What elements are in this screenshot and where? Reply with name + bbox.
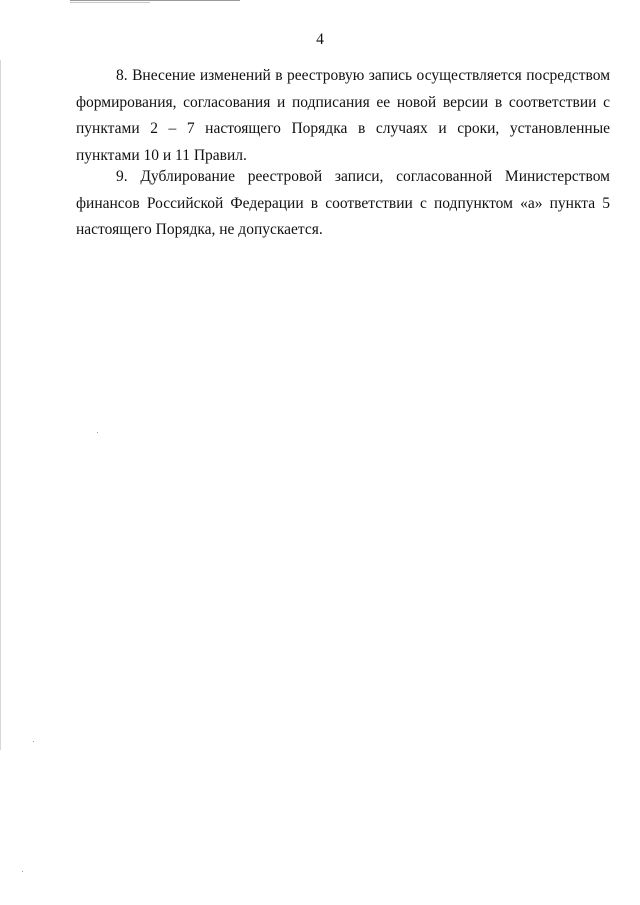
scan-speck bbox=[33, 741, 34, 742]
paragraph-8 bbox=[76, 63, 610, 169]
paragraph-text: Внесение изменений в реестровую запись осуществляется посредством формирования, согласования и подписания ее новой версии в соответствии с пунктами 2 – 7 настоящего Порядка в случаях и сроки, установленные пунктами 10 и 11 Правил. bbox=[76, 67, 611, 164]
scan-speck bbox=[22, 871, 23, 872]
paragraph-number: 8. bbox=[116, 67, 128, 84]
scan-speck bbox=[97, 432, 98, 433]
paragraph-number: 9. bbox=[116, 168, 128, 185]
scan-artifact-line bbox=[70, 2, 150, 3]
paragraph-9 bbox=[76, 164, 610, 244]
page-number: 4 bbox=[316, 31, 324, 48]
scan-edge bbox=[0, 60, 1, 750]
scan-artifact-line bbox=[70, 0, 240, 1]
paragraph-text: Дублирование реестровой записи, согласованной Министерством финансов Российской Федерации в соответствии с подпунктом «а» пункта 5 настоящего Порядка, не допускается. bbox=[76, 168, 610, 238]
